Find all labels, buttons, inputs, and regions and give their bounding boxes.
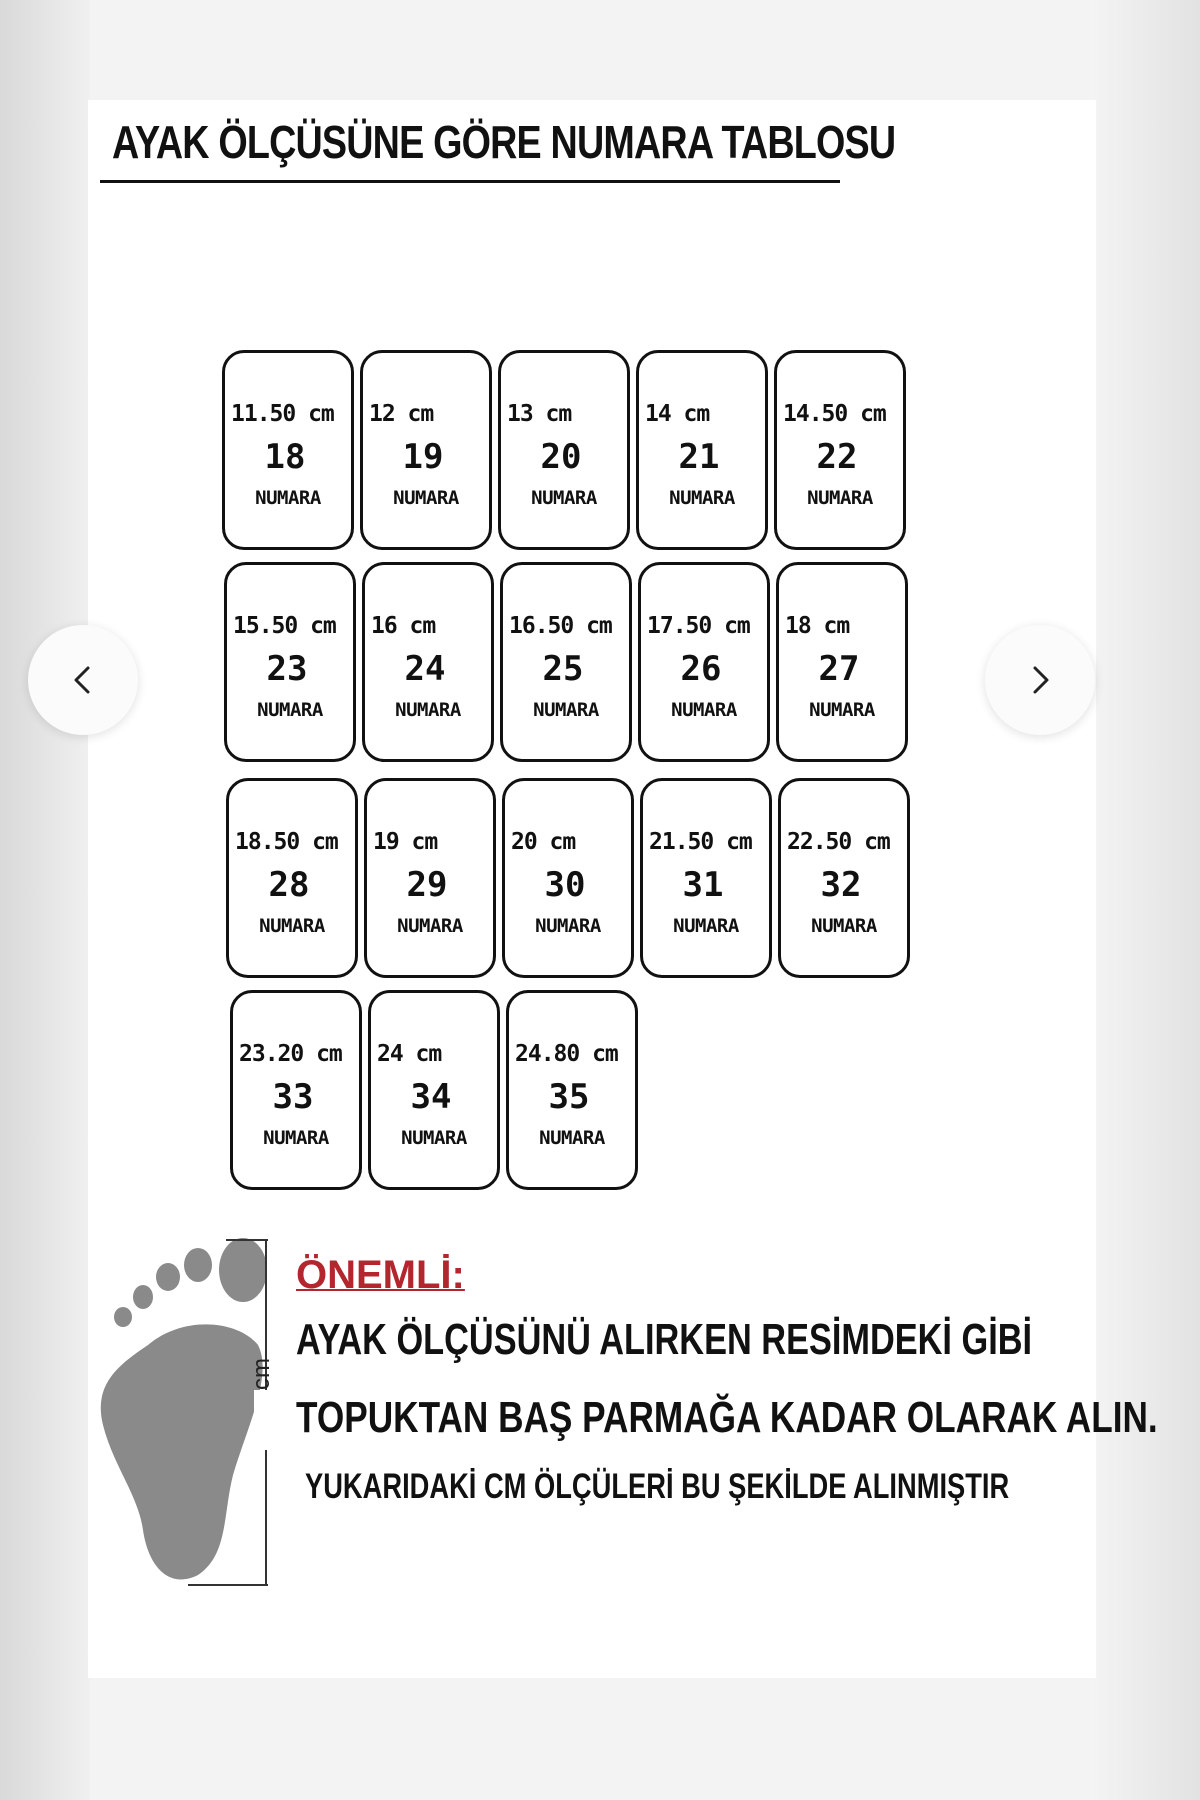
size-box <box>776 562 908 762</box>
size-number: 26 <box>680 649 722 689</box>
title-underline <box>100 180 840 183</box>
size-cm-value: 20 cm <box>511 829 576 855</box>
size-cm-value: 13 cm <box>507 401 572 427</box>
size-box <box>502 778 634 978</box>
size-unit-label: NUMARA <box>397 915 463 937</box>
size-number: 35 <box>548 1077 590 1117</box>
size-box <box>778 778 910 978</box>
size-cm-value: 16.50 cm <box>509 613 612 639</box>
size-unit-label: NUMARA <box>535 915 601 937</box>
size-unit-label: NUMARA <box>531 487 597 509</box>
size-box <box>364 778 496 978</box>
size-unit-label: NUMARA <box>807 487 873 509</box>
size-number: 23 <box>266 649 308 689</box>
size-number: 25 <box>542 649 584 689</box>
size-cm-value: 18 cm <box>785 613 850 639</box>
note-line-1: AYAK ÖLÇÜSÜNÜ ALIRKEN RESİMDEKİ GİBİ <box>296 1315 1033 1364</box>
size-cm-value: 14 cm <box>645 401 710 427</box>
size-unit-label: NUMARA <box>533 699 599 721</box>
size-cm-value: 22.50 cm <box>787 829 890 855</box>
page-title: AYAK ÖLÇÜSÜNE GÖRE NUMARA TABLOSU <box>112 116 896 168</box>
size-number: 19 <box>402 437 444 477</box>
size-cm-value: 21.50 cm <box>649 829 752 855</box>
chevron-left-icon <box>63 660 103 700</box>
size-box <box>506 990 638 1190</box>
size-number: 21 <box>678 437 720 477</box>
size-cm-value: 19 cm <box>373 829 438 855</box>
size-unit-label: NUMARA <box>809 699 875 721</box>
size-box <box>362 562 494 762</box>
size-box <box>360 350 492 550</box>
size-cm-value: 15.50 cm <box>233 613 336 639</box>
prev-button[interactable] <box>28 625 138 735</box>
size-cm-value: 18.50 cm <box>235 829 338 855</box>
note-line-2: TOPUKTAN BAŞ PARMAĞA KADAR OLARAK ALIN. <box>296 1393 1158 1442</box>
size-cm-value: 17.50 cm <box>647 613 750 639</box>
size-unit-label: NUMARA <box>671 699 737 721</box>
size-unit-label: NUMARA <box>255 487 321 509</box>
size-cm-value: 12 cm <box>369 401 434 427</box>
size-unit-label: NUMARA <box>401 1127 467 1149</box>
size-number: 33 <box>272 1077 314 1117</box>
size-box <box>636 350 768 550</box>
size-unit-label: NUMARA <box>811 915 877 937</box>
size-box <box>774 350 906 550</box>
size-unit-label: NUMARA <box>669 487 735 509</box>
size-number: 18 <box>264 437 306 477</box>
note-line-3: YUKARIDAKİ CM ÖLÇÜLERİ BU ŞEKİLDE ALINMIŞTIR <box>305 1467 1010 1506</box>
size-box <box>498 350 630 550</box>
size-box <box>222 350 354 550</box>
size-unit-label: NUMARA <box>257 699 323 721</box>
size-number: 27 <box>818 649 860 689</box>
size-cm-value: 14.50 cm <box>783 401 886 427</box>
note-heading: ÖNEMLİ: <box>296 1253 465 1297</box>
right-edge-shade <box>1090 0 1200 1800</box>
chevron-right-icon <box>1020 660 1060 700</box>
size-box <box>640 778 772 978</box>
size-box <box>226 778 358 978</box>
size-number: 20 <box>540 437 582 477</box>
size-unit-label: NUMARA <box>259 915 325 937</box>
footprint-icon <box>88 1235 288 1595</box>
size-number: 34 <box>410 1077 452 1117</box>
size-box <box>224 562 356 762</box>
size-number: 24 <box>404 649 446 689</box>
size-unit-label: NUMARA <box>539 1127 605 1149</box>
size-number: 32 <box>820 865 862 905</box>
size-cm-value: 24.80 cm <box>515 1041 618 1067</box>
size-cm-value: 23.20 cm <box>239 1041 342 1067</box>
size-unit-label: NUMARA <box>393 487 459 509</box>
size-unit-label: NUMARA <box>395 699 461 721</box>
size-cm-value: 11.50 cm <box>231 401 334 427</box>
foot-measure-label: cm <box>248 1358 275 1390</box>
size-box <box>638 562 770 762</box>
size-number: 30 <box>544 865 586 905</box>
size-number: 28 <box>268 865 310 905</box>
left-edge-shade <box>0 0 90 1800</box>
size-box <box>368 990 500 1190</box>
size-number: 29 <box>406 865 448 905</box>
size-number: 22 <box>816 437 858 477</box>
size-unit-label: NUMARA <box>673 915 739 937</box>
size-box <box>230 990 362 1190</box>
next-button[interactable] <box>985 625 1095 735</box>
size-number: 31 <box>682 865 724 905</box>
size-cm-value: 16 cm <box>371 613 436 639</box>
size-box <box>500 562 632 762</box>
size-cm-value: 24 cm <box>377 1041 442 1067</box>
size-unit-label: NUMARA <box>263 1127 329 1149</box>
